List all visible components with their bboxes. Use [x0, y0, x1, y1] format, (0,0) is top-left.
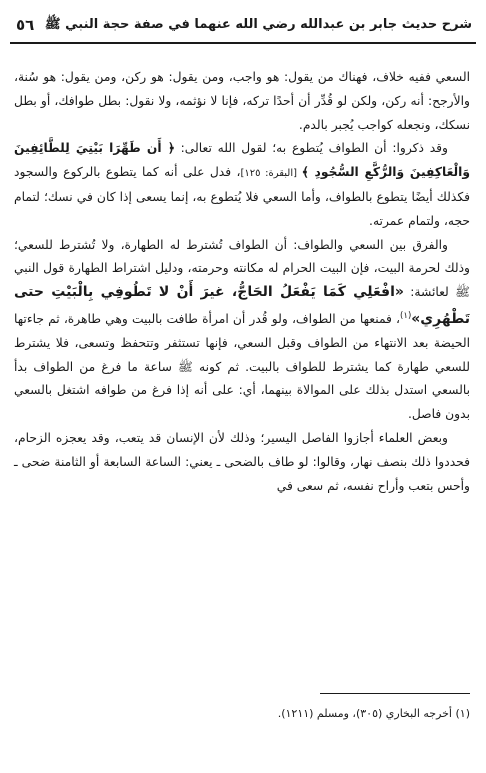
- paragraph-text: والفرق بين السعي والطواف: أن الطواف تُشترط له الطهارة، ولا تُشترط للسعي؛ وذلك لحرمة البيت، فإن البيت الحرام له مكانته وحرمته، ودليل اشتراط الطهارة قول النبي ﷺ لعائشة:: [14, 237, 470, 300]
- paragraph: [14, 427, 470, 498]
- running-title: شرح حديث جابر بن عبدالله رضي الله عنهما في صفة حجة النبي ﷺ: [44, 16, 472, 32]
- footnote-marker: (١): [400, 310, 412, 321]
- footnote-separator: [320, 693, 470, 694]
- paragraph: [14, 66, 470, 137]
- footnote: (١) أخرجه البخاري (٣٠٥)، ومسلم (١٢١١).: [277, 707, 470, 720]
- paragraph-text: وقد ذكروا: أن الطواف يُتطوع به؛ لقول الله تعالى:: [174, 141, 448, 156]
- page-number: ٥٦: [16, 16, 35, 34]
- page-header: [10, 8, 476, 44]
- paragraph-text: ، فمنعها من الطواف، ولو قُدر أن امرأة طافت بالبيت وهي طاهرة، ثم جاءتها الحيضة بعد الانتهاء من الطواف وقبل السعي، فإنها تستثفر وتتحفظ وتسعى، فلا يشترط للسعي طهارة كما يشترط للطواف بالبيت. ثم كونه ﷺ ساعة ما فرغ من الطواف بدأ بالسعي استدل بذلك على الموالاة بينهما، أي: على أنه إذا فرغ من طوافه اشتغل بالسعي بدون فاصل.: [14, 312, 470, 422]
- paragraph: [14, 234, 470, 427]
- main-text: [14, 66, 470, 498]
- quran-quote: ﴿ أَن طَهِّرَا بَيْتِيَ لِلطَّائِفِينَ وَالْعَاكِفِينَ وَالرُّكَّعِ السُّجُودِ ﴾: [14, 141, 471, 180]
- surah-reference: [البقرة: ١٢٥]: [240, 168, 302, 180]
- hadith-quote: «افْعَلِي كَمَا يَفْعَلُ الحَاجُّ، غيرَ أَنْ لا تَطُوفِي بِالْبَيْتِ حتى تَطْهُرِي»: [14, 284, 470, 328]
- paragraph-text: ، فدل على أنه كما يتطوع بالركوع والسجود فكذلك أيضًا يتطوع بالطواف، وأما السعي فلا يُتطوع به، إنما يسعى إذا كان في نسك؛ لتمام حجه، ولتمام عمرته.: [14, 165, 470, 228]
- paragraph-text: السعي ففيه خلاف، فهناك من يقول: هو واجب، ومن يقول: هو ركن، ومن يقول: هو سُنة، والأرجح: أنه ركن، ولكن لو قُدِّر أن أحدًا تركه، فإنا لا نؤثمه، ولا نقول: بطل طوافك، أو بطل نسكك، ونجعله كواجب يُجبر بالدم.: [14, 70, 470, 132]
- paragraph: [14, 137, 470, 233]
- paragraph-text: وبعض العلماء أجازوا الفاصل اليسير؛ وذلك لأن الإنسان قد يتعب، وقد يعجزه الزحام، فحددوا ذلك بنصف نهار، وقالوا: لو طاف بالضحى ـ يعني: الساعة السابعة أو الثامنة ضحى ـ وأحس بتعب وأراح نفسه، ثم سعى في: [14, 431, 470, 493]
